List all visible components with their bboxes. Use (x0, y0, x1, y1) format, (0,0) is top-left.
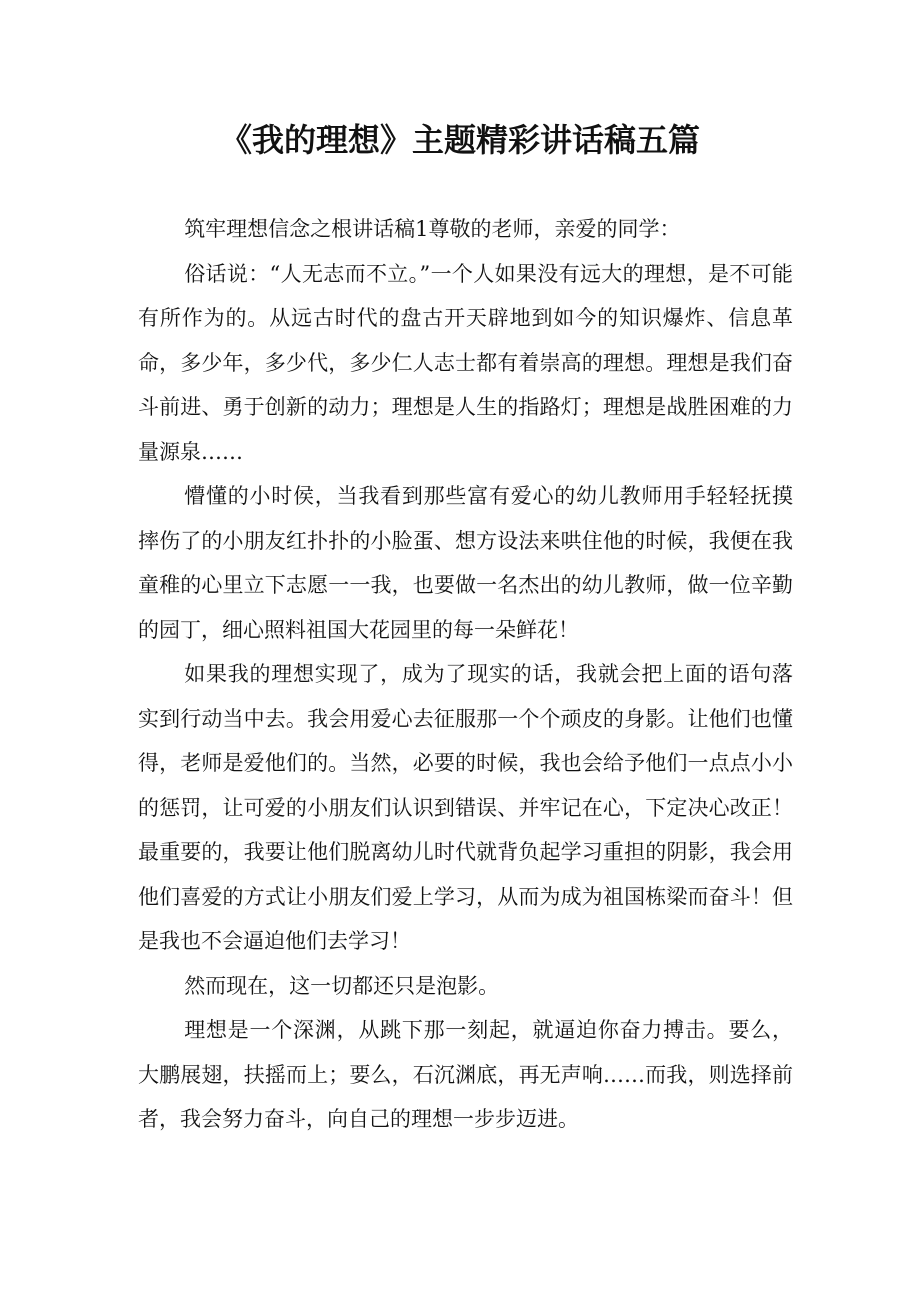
paragraph-greeting: 筑牢理想信念之根讲话稿1尊敬的老师，亲爱的同学： (184, 217, 681, 241)
document-body (138, 207, 793, 1142)
paragraph-proverb: 俗话说：“人无志而不立。”一个人如果没有远大的理想，是不可能有所作为的。从远古时代的盘古开天辟地到如今的知识爆炸、信息革命，多少年，多少代，多少仁人志士都有着崇高的理想。理想是我们奋斗前进、勇于创新的动力；理想是人生的指路灯；理想是战胜困难的力量源泉…… (138, 261, 793, 464)
document-title: 《我的理想》主题精彩讲话稿五篇 (219, 121, 700, 159)
paragraph-childhood: 懵懂的小时侯，当我看到那些富有爱心的幼儿教师用手轻轻抚摸摔伤了的小朋友红扑扑的小脸蛋、想方设法来哄住他的时候，我便在我童稚的心里立下志愿一一我，也要做一名杰出的幼儿教师，做一位辛勤的园丁，细心照料祖国大花园里的每一朵鲜花！ (138, 484, 793, 642)
paragraph-present: 然而现在，这一切都还只是泡影。 (184, 973, 500, 998)
paragraph-realization: 如果我的理想实现了，成为了现实的话，我就会把上面的语句落实到行动当中去。我会用爱心去征服那一个个顽皮的身影。让他们也懂得，老师是爱他们的。当然，必要的时候，我也会给予他们一点点小小的惩罚，让可爱的小朋友们认识到错误、并牢记在心，下定决心改正！最重要的，我要让他们脱离幼儿时代就背负起学习重担的阴影，我会用他们喜爱的方式让小朋友们爱上学习，从而为成为祖国栋梁而奋斗！但是我也不会逼迫他们去学习！ (138, 662, 793, 953)
paragraph-conclusion: 理想是一个深渊，从跳下那一刻起，就逼迫你奋力搏击。要么，大鹏展翅，扶摇而上；要么，石沉渊底，再无声响……而我，则选择前者，我会努力奋斗，向自己的理想一步步迈进。 (138, 1018, 793, 1131)
